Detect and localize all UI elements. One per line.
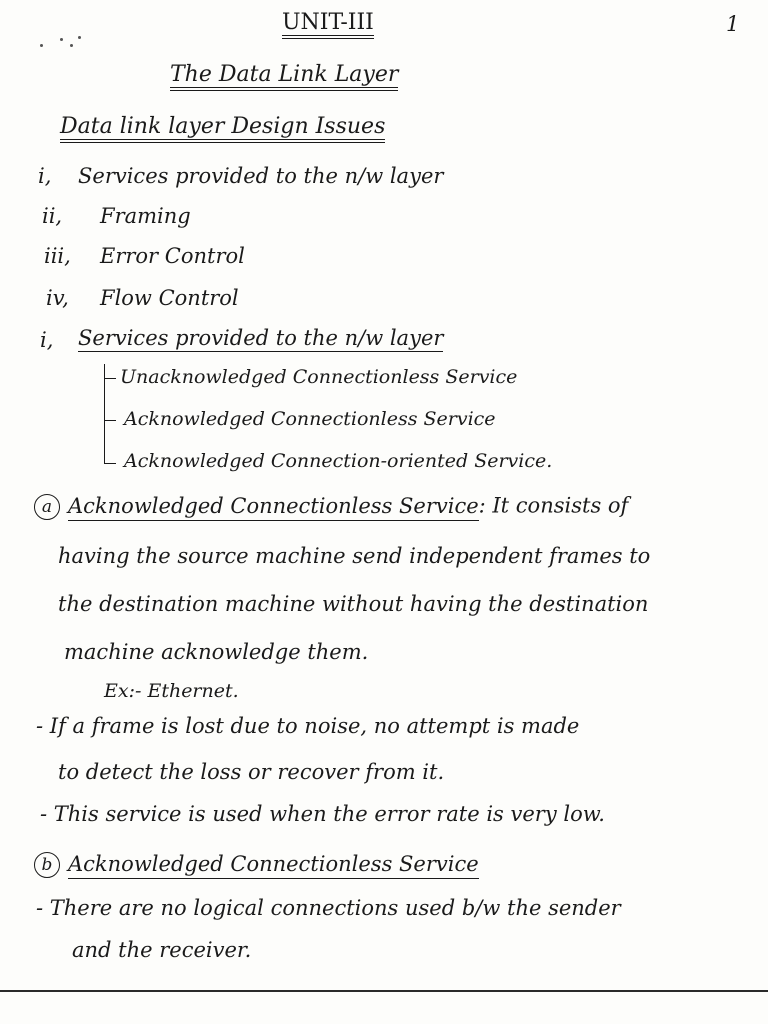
page-title: The Data Link Layer (170, 64, 398, 91)
section-a-example: Ex:- Ethernet. (104, 680, 239, 702)
services-num: i, (40, 328, 54, 352)
section-b-heading: Acknowledged Connectionless Service (68, 852, 479, 879)
issue-text: Flow Control (100, 286, 239, 310)
section-a-heading-tail: : It consists of (478, 493, 629, 518)
bracket-line (104, 364, 115, 464)
services-heading: Services provided to the n/w layer (78, 326, 444, 350)
page-bottom-edge (0, 990, 768, 992)
unit-heading: UNIT-III (282, 12, 374, 39)
issue-text: Framing (100, 204, 191, 228)
issue-num: iii, (44, 244, 71, 268)
issue-num: iv, (46, 286, 69, 310)
section-a-bullet: - This service is used when the error rate is very low. (40, 802, 605, 826)
section-a-line: machine acknowledge them. (64, 640, 369, 664)
section-a-line: the destination machine without having the destination (58, 592, 649, 616)
issue-text: Services provided to the n/w layer (78, 164, 444, 188)
issue-num: i, (38, 164, 52, 188)
section-b-heading-row (34, 852, 479, 878)
section-b-line: and the receiver. (72, 938, 252, 962)
section-a-heading: Acknowledged Connectionless Service (68, 494, 479, 521)
bracket-tick (104, 463, 116, 464)
section-b-marker: b (34, 852, 60, 878)
issue-text: Error Control (100, 244, 245, 268)
service-type: Acknowledged Connection-oriented Service. (124, 450, 553, 472)
section-heading: Data link layer Design Issues (60, 116, 385, 143)
page-number: 1 (726, 12, 740, 36)
service-type: Acknowledged Connectionless Service (124, 408, 496, 430)
section-a-bullet: to detect the loss or recover from it. (58, 760, 445, 784)
bracket-tick (104, 378, 116, 379)
section-b-line: - There are no logical connections used b/w the sender (36, 896, 621, 920)
section-a-bullet: - If a frame is lost due to noise, no attempt is made (36, 714, 580, 738)
issue-num: ii, (42, 204, 63, 228)
ink-dot (40, 44, 43, 47)
section-a-marker: a (34, 494, 60, 520)
section-a-heading-row (34, 494, 628, 520)
ink-dot (60, 38, 63, 41)
service-type: Unacknowledged Connectionless Service (120, 366, 518, 388)
ink-dot (70, 44, 73, 47)
bracket-tick (104, 420, 116, 421)
section-a-line: having the source machine send independent frames to (58, 544, 651, 568)
ink-dot (78, 36, 81, 39)
